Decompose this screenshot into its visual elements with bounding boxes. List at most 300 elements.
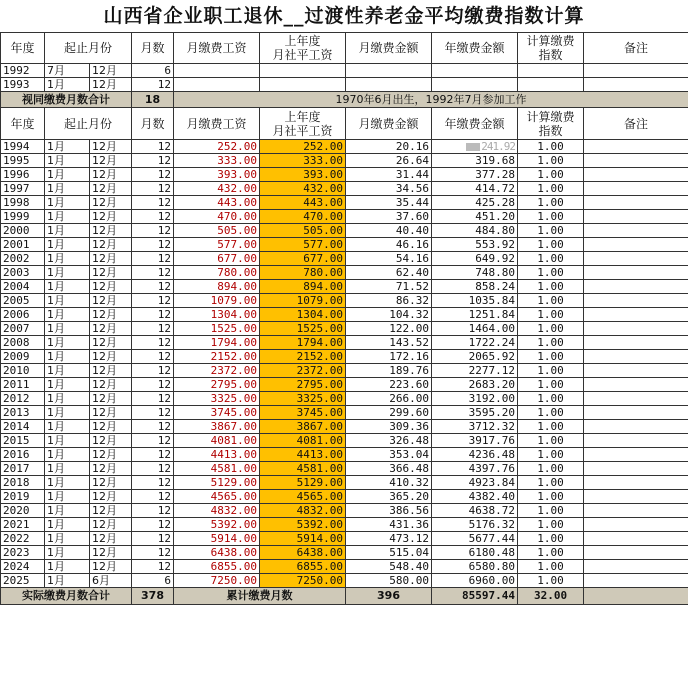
months-cell: 12: [132, 78, 174, 92]
months-cell: 12: [132, 266, 174, 280]
monthly-wage-cell: 5914.00: [174, 532, 260, 546]
end-month-cell: 12月: [90, 294, 132, 308]
start-month-cell: 1月: [45, 448, 90, 462]
col-avg-wage-2: 上年度 月社平工资: [260, 108, 346, 140]
table-row: [1, 182, 688, 196]
months-cell: 12: [132, 504, 174, 518]
end-month-cell: 12月: [90, 434, 132, 448]
annual-fee-cell: 6960.00: [432, 574, 518, 588]
avg-wage-cell: 2795.00: [260, 378, 346, 392]
remark-cell: [584, 532, 688, 546]
index-cell: 1.00: [518, 406, 584, 420]
table-row: [1, 518, 688, 532]
end-month-cell: 12月: [90, 420, 132, 434]
monthly-fee-cell: 366.48: [346, 462, 432, 476]
end-month-cell: 12月: [90, 462, 132, 476]
monthly-fee-cell: 309.36: [346, 420, 432, 434]
end-month-cell: 12月: [90, 378, 132, 392]
index-cell: 1.00: [518, 462, 584, 476]
year-cell: 2017: [1, 462, 45, 476]
monthly-wage-cell: 1079.00: [174, 294, 260, 308]
annual-fee-cell: 451.20: [432, 210, 518, 224]
annual-fee-cell: 425.28: [432, 196, 518, 210]
months-cell: 12: [132, 196, 174, 210]
months-cell: 6: [132, 64, 174, 78]
avg-wage-cell: 2152.00: [260, 350, 346, 364]
end-month-cell: 12月: [90, 350, 132, 364]
year-cell: 2010: [1, 364, 45, 378]
table-row: [1, 448, 688, 462]
col-period-2: 起止月份: [45, 108, 132, 140]
monthly-fee-cell: 20.16: [346, 140, 432, 154]
monthly-fee-cell: 143.52: [346, 336, 432, 350]
months-cell: 12: [132, 546, 174, 560]
remark-cell: [584, 224, 688, 238]
table-row: [1, 476, 688, 490]
year-cell: 1998: [1, 196, 45, 210]
data-rows: [1, 140, 688, 588]
start-month-cell: 1月: [45, 78, 90, 92]
avg-wage-cell: 505.00: [260, 224, 346, 238]
monthly-wage-cell: 443.00: [174, 196, 260, 210]
months-cell: 12: [132, 560, 174, 574]
monthly-fee-cell: 46.16: [346, 238, 432, 252]
index-cell: 1.00: [518, 140, 584, 154]
year-cell: 2016: [1, 448, 45, 462]
avg-wage-cell: 4413.00: [260, 448, 346, 462]
start-month-cell: 1月: [45, 350, 90, 364]
monthly-fee-cell: 31.44: [346, 168, 432, 182]
index-cell: 1.00: [518, 350, 584, 364]
monthly-fee-cell: 266.00: [346, 392, 432, 406]
empty-cell: [432, 64, 518, 78]
annual-fee-cell: 858.24: [432, 280, 518, 294]
months-cell: 12: [132, 476, 174, 490]
annual-fee-cell: 4923.84: [432, 476, 518, 490]
remark-cell: [584, 490, 688, 504]
index-cell: 1.00: [518, 322, 584, 336]
start-month-cell: 1月: [45, 308, 90, 322]
early-rows: [1, 64, 688, 92]
end-month-cell: 12月: [90, 154, 132, 168]
year-cell: 2013: [1, 406, 45, 420]
year-cell: 2024: [1, 560, 45, 574]
empty-cell: [260, 78, 346, 92]
annual-fee-cell: 4638.72: [432, 504, 518, 518]
months-cell: 12: [132, 406, 174, 420]
annual-fee-cell: 1722.24: [432, 336, 518, 350]
col-annual-fee-2: 年缴费金额: [432, 108, 518, 140]
start-month-cell: 1月: [45, 476, 90, 490]
avg-wage-cell: 252.00: [260, 140, 346, 154]
avg-wage-cell: 3867.00: [260, 420, 346, 434]
monthly-fee-cell: 353.04: [346, 448, 432, 462]
col-monthly-wage: 月缴费工资: [174, 33, 260, 64]
remark-cell: [584, 462, 688, 476]
start-month-cell: 1月: [45, 252, 90, 266]
monthly-wage-cell: 2152.00: [174, 350, 260, 364]
table-row: [1, 406, 688, 420]
table-row: [1, 434, 688, 448]
end-month-cell: 12月: [90, 266, 132, 280]
col-remark: 备注: [584, 33, 688, 64]
remark-cell: [584, 168, 688, 182]
empty-cell: [584, 78, 688, 92]
monthly-fee-cell: 54.16: [346, 252, 432, 266]
year-cell: 2020: [1, 504, 45, 518]
index-cell: 1.00: [518, 308, 584, 322]
annual-fee-cell: 3712.32: [432, 420, 518, 434]
end-month-cell: 12月: [90, 490, 132, 504]
annual-fee-cell: 1035.84: [432, 294, 518, 308]
months-cell: 12: [132, 168, 174, 182]
start-month-cell: 1月: [45, 154, 90, 168]
start-month-cell: 1月: [45, 168, 90, 182]
start-month-cell: 1月: [45, 210, 90, 224]
index-cell: 1.00: [518, 574, 584, 588]
annual-fee-cell: 414.72: [432, 182, 518, 196]
empty-cell: [174, 64, 260, 78]
remark-cell: [584, 336, 688, 350]
monthly-fee-cell: 71.52: [346, 280, 432, 294]
remark-cell: [584, 504, 688, 518]
start-month-cell: 1月: [45, 406, 90, 420]
end-month-cell: 12月: [90, 252, 132, 266]
end-month-cell: 12月: [90, 364, 132, 378]
table-row: [1, 322, 688, 336]
table-row: [1, 350, 688, 364]
early-row: [1, 64, 688, 78]
cumulative-months-value: 396: [346, 588, 432, 605]
remark-cell: [584, 294, 688, 308]
index-cell: 1.00: [518, 504, 584, 518]
monthly-wage-cell: 2372.00: [174, 364, 260, 378]
monthly-fee-cell: 122.00: [346, 322, 432, 336]
monthly-wage-cell: 677.00: [174, 252, 260, 266]
end-month-cell: 12月: [90, 448, 132, 462]
avg-wage-cell: 894.00: [260, 280, 346, 294]
table-row: [1, 462, 688, 476]
year-cell: 2005: [1, 294, 45, 308]
months-cell: 12: [132, 224, 174, 238]
start-month-cell: 1月: [45, 434, 90, 448]
monthly-wage-cell: 6438.00: [174, 546, 260, 560]
annual-fee-cell: 6580.80: [432, 560, 518, 574]
table-row: [1, 336, 688, 350]
start-month-cell: 1月: [45, 322, 90, 336]
year-cell: 1999: [1, 210, 45, 224]
start-month-cell: 1月: [45, 462, 90, 476]
start-month-cell: 1月: [45, 518, 90, 532]
year-cell: 2022: [1, 532, 45, 546]
index-cell: 1.00: [518, 154, 584, 168]
annual-fee-cell: 553.92: [432, 238, 518, 252]
empty-cell: [518, 78, 584, 92]
avg-wage-cell: 3745.00: [260, 406, 346, 420]
col-avg-wage: 上年度 月社平工资: [260, 33, 346, 64]
year-cell: 2001: [1, 238, 45, 252]
end-month-cell: 12月: [90, 308, 132, 322]
monthly-wage-cell: 1525.00: [174, 322, 260, 336]
index-cell: 1.00: [518, 448, 584, 462]
monthly-wage-cell: 3867.00: [174, 420, 260, 434]
empty-cell: [432, 78, 518, 92]
end-month-cell: 12月: [90, 322, 132, 336]
index-cell: 1.00: [518, 252, 584, 266]
index-cell: 1.00: [518, 490, 584, 504]
avg-wage-cell: 4565.00: [260, 490, 346, 504]
end-month-cell: 12月: [90, 238, 132, 252]
monthly-fee-cell: 34.56: [346, 182, 432, 196]
monthly-fee-cell: 515.04: [346, 546, 432, 560]
annual-fee-cell: 2683.20: [432, 378, 518, 392]
end-month-cell: 12月: [90, 78, 132, 92]
index-cell: 1.00: [518, 420, 584, 434]
table-row: [1, 238, 688, 252]
end-month-cell: 12月: [90, 476, 132, 490]
totals-remark: [584, 588, 688, 605]
end-month-cell: 12月: [90, 546, 132, 560]
start-month-cell: 1月: [45, 546, 90, 560]
end-month-cell: 12月: [90, 210, 132, 224]
col-period: 起止月份: [45, 33, 132, 64]
deemed-value: 18: [132, 92, 174, 108]
annual-fee-cell: 3917.76: [432, 434, 518, 448]
empty-cell: [260, 64, 346, 78]
index-cell: 1.00: [518, 364, 584, 378]
remark-cell: [584, 196, 688, 210]
table-row: [1, 168, 688, 182]
start-month-cell: 1月: [45, 504, 90, 518]
col-index-2: 计算缴费 指数: [518, 108, 584, 140]
end-month-cell: 12月: [90, 532, 132, 546]
cumulative-months-label: 累计缴费月数: [174, 588, 346, 605]
start-month-cell: 1月: [45, 336, 90, 350]
index-cell: 1.00: [518, 518, 584, 532]
start-month-cell: 1月: [45, 532, 90, 546]
table-row: [1, 560, 688, 574]
year-cell: 2008: [1, 336, 45, 350]
remark-cell: [584, 546, 688, 560]
monthly-fee-cell: 37.60: [346, 210, 432, 224]
end-month-cell: 12月: [90, 168, 132, 182]
table-row: [1, 392, 688, 406]
monthly-wage-cell: 3325.00: [174, 392, 260, 406]
start-month-cell: 1月: [45, 182, 90, 196]
monthly-fee-cell: 431.36: [346, 518, 432, 532]
start-month-cell: 1月: [45, 420, 90, 434]
start-month-cell: 1月: [45, 196, 90, 210]
remark-cell: [584, 350, 688, 364]
table-row: [1, 280, 688, 294]
start-month-cell: 1月: [45, 560, 90, 574]
annual-fee-cell: 4236.48: [432, 448, 518, 462]
col-monthly-fee-2: 月缴费金额: [346, 108, 432, 140]
end-month-cell: 12月: [90, 336, 132, 350]
empty-cell: [174, 78, 260, 92]
index-cell: 1.00: [518, 476, 584, 490]
remark-cell: [584, 280, 688, 294]
page-title: 山西省企业职工退休__过渡性养老金平均缴费指数计算: [103, 5, 585, 27]
early-row: [1, 78, 688, 92]
months-cell: 12: [132, 154, 174, 168]
table-row: [1, 224, 688, 238]
monthly-fee-cell: 62.40: [346, 266, 432, 280]
index-cell: 1.00: [518, 224, 584, 238]
col-monthly-fee: 月缴费金额: [346, 33, 432, 64]
annual-fee-cell: 1251.84: [432, 308, 518, 322]
year-cell: 2014: [1, 420, 45, 434]
avg-wage-cell: 7250.00: [260, 574, 346, 588]
avg-wage-cell: 5129.00: [260, 476, 346, 490]
remark-cell: [584, 476, 688, 490]
start-month-cell: 1月: [45, 490, 90, 504]
remark-cell: [584, 560, 688, 574]
months-cell: 12: [132, 210, 174, 224]
avg-wage-cell: 1525.00: [260, 322, 346, 336]
year-cell: 2006: [1, 308, 45, 322]
monthly-fee-cell: 473.12: [346, 532, 432, 546]
remark-cell: [584, 322, 688, 336]
table-row: [1, 574, 688, 588]
year-cell: 2018: [1, 476, 45, 490]
index-cell: 1.00: [518, 434, 584, 448]
index-total: 32.00: [518, 588, 584, 605]
months-cell: 12: [132, 532, 174, 546]
end-month-cell: 12月: [90, 560, 132, 574]
table-row: [1, 154, 688, 168]
monthly-wage-cell: 5129.00: [174, 476, 260, 490]
col-remark-2: 备注: [584, 108, 688, 140]
months-cell: 12: [132, 350, 174, 364]
avg-wage-cell: 1794.00: [260, 336, 346, 350]
months-cell: 12: [132, 238, 174, 252]
start-month-cell: 1月: [45, 266, 90, 280]
index-cell: 1.00: [518, 532, 584, 546]
remark-cell: [584, 420, 688, 434]
monthly-wage-cell: 4565.00: [174, 490, 260, 504]
monthly-wage-cell: 333.00: [174, 154, 260, 168]
table-row: [1, 294, 688, 308]
months-cell: 12: [132, 364, 174, 378]
start-month-cell: 7月: [45, 64, 90, 78]
end-month-cell: 12月: [90, 504, 132, 518]
avg-wage-cell: 333.00: [260, 154, 346, 168]
monthly-fee-cell: 26.64: [346, 154, 432, 168]
months-cell: 12: [132, 280, 174, 294]
table-row: [1, 490, 688, 504]
annual-fee-cell: 649.92: [432, 252, 518, 266]
monthly-wage-cell: 6855.00: [174, 560, 260, 574]
monthly-wage-cell: 1304.00: [174, 308, 260, 322]
year-cell: 2015: [1, 434, 45, 448]
months-cell: 12: [132, 392, 174, 406]
remark-cell: [584, 140, 688, 154]
index-cell: 1.00: [518, 196, 584, 210]
months-cell: 12: [132, 420, 174, 434]
monthly-wage-cell: 4832.00: [174, 504, 260, 518]
annual-fee-cell: 377.28: [432, 168, 518, 182]
annual-fee-cell: 319.68: [432, 154, 518, 168]
end-month-cell: 12月: [90, 224, 132, 238]
index-cell: 1.00: [518, 238, 584, 252]
year-cell: 1993: [1, 78, 45, 92]
avg-wage-cell: 6855.00: [260, 560, 346, 574]
table-row: [1, 378, 688, 392]
end-month-cell: 6月: [90, 574, 132, 588]
col-months: 月数: [132, 33, 174, 64]
monthly-wage-cell: 894.00: [174, 280, 260, 294]
monthly-fee-cell: 40.40: [346, 224, 432, 238]
monthly-wage-cell: 2795.00: [174, 378, 260, 392]
monthly-fee-cell: 35.44: [346, 196, 432, 210]
annual-fee-value: 241.92: [481, 139, 516, 153]
monthly-fee-cell: 223.60: [346, 378, 432, 392]
remark-cell: [584, 182, 688, 196]
annual-fee-cell: 4397.76: [432, 462, 518, 476]
remark-cell: [584, 518, 688, 532]
start-month-cell: 1月: [45, 574, 90, 588]
months-cell: 12: [132, 448, 174, 462]
avg-wage-cell: 1304.00: [260, 308, 346, 322]
monthly-wage-cell: 470.00: [174, 210, 260, 224]
avg-wage-cell: 1079.00: [260, 294, 346, 308]
annual-fee-cell: [432, 140, 518, 154]
col-year-2: 年度: [1, 108, 45, 140]
remark-cell: [584, 266, 688, 280]
year-cell: 1995: [1, 154, 45, 168]
table-row: [1, 140, 688, 154]
monthly-fee-cell: 326.48: [346, 434, 432, 448]
start-month-cell: 1月: [45, 280, 90, 294]
annual-fee-cell: 2065.92: [432, 350, 518, 364]
year-cell: 1992: [1, 64, 45, 78]
remark-cell: [584, 154, 688, 168]
annual-fee-cell: 484.80: [432, 224, 518, 238]
empty-cell: [346, 78, 432, 92]
redaction-mark: [466, 143, 480, 151]
remark-cell: [584, 574, 688, 588]
annual-fee-cell: 6180.48: [432, 546, 518, 560]
col-months-2: 月数: [132, 108, 174, 140]
year-cell: 2011: [1, 378, 45, 392]
annual-fee-cell: 4382.40: [432, 490, 518, 504]
months-cell: 12: [132, 252, 174, 266]
start-month-cell: 1月: [45, 392, 90, 406]
index-cell: 1.00: [518, 294, 584, 308]
months-cell: 12: [132, 336, 174, 350]
monthly-wage-cell: 505.00: [174, 224, 260, 238]
monthly-fee-cell: 86.32: [346, 294, 432, 308]
table-row: [1, 210, 688, 224]
table-row: [1, 420, 688, 434]
monthly-wage-cell: 4081.00: [174, 434, 260, 448]
remark-cell: [584, 252, 688, 266]
monthly-fee-cell: 299.60: [346, 406, 432, 420]
start-month-cell: 1月: [45, 364, 90, 378]
monthly-fee-cell: 172.16: [346, 350, 432, 364]
year-cell: 2000: [1, 224, 45, 238]
months-cell: 12: [132, 140, 174, 154]
header-row: [1, 33, 688, 64]
index-cell: 1.00: [518, 546, 584, 560]
end-month-cell: 12月: [90, 406, 132, 420]
remark-cell: [584, 406, 688, 420]
remark-cell: [584, 448, 688, 462]
remark-cell: [584, 392, 688, 406]
index-cell: 1.00: [518, 336, 584, 350]
annual-fee-cell: 3192.00: [432, 392, 518, 406]
